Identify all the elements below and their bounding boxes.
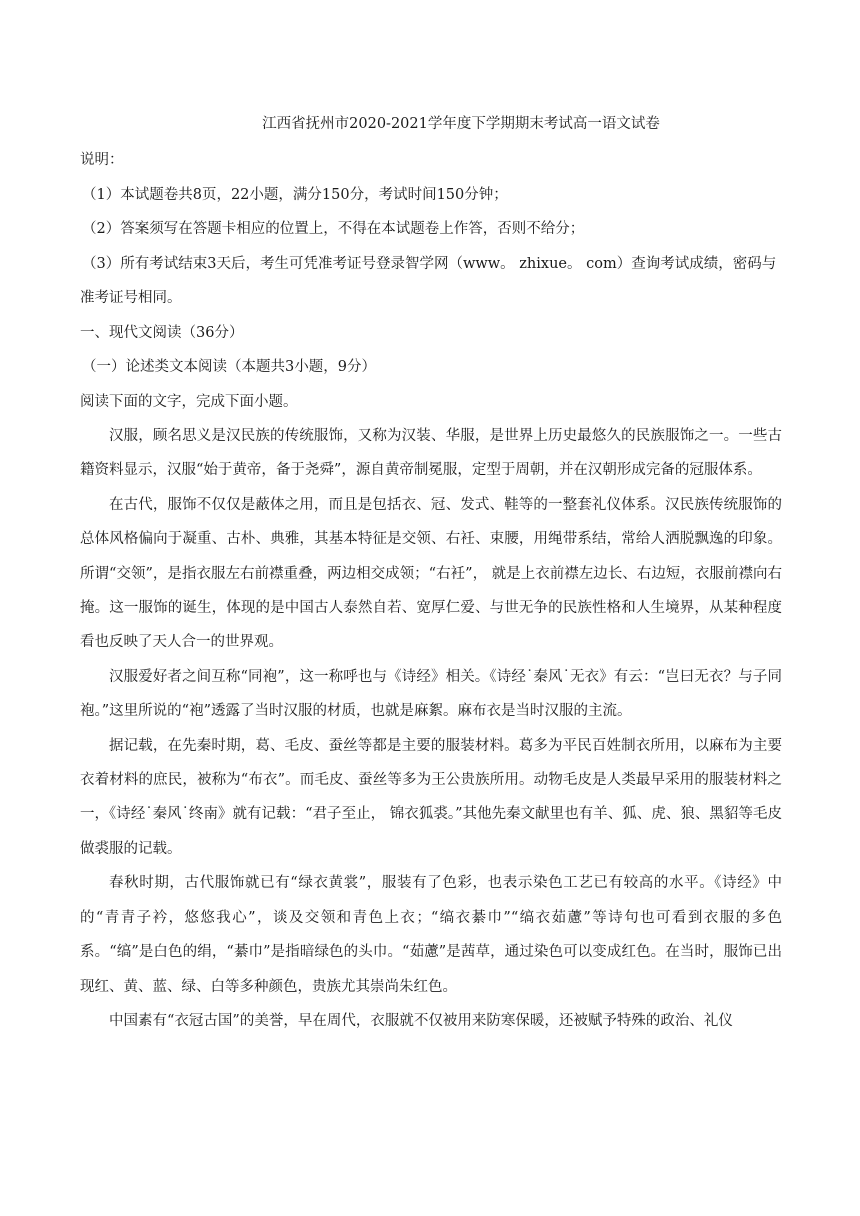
passage-paragraph: 汉服爱好者之间互称“同袍”，这一称呼也与《诗经》相关。《诗经˙秦风˙无衣》有云：“岂曰无衣？与子同袍。”这里所说的“袍”透露了当时汉服的材质，也就是麻絮。麻布衣是当时汉服的主流。: [80, 668, 782, 720]
passage-paragraph: 春秋时期，古代服饰就已有“绿衣黄裳”，服装有了色彩，也表示染色工艺已有较高的水平。《诗经》中的“青青子衿，悠悠我心”，谈及交领和青色上衣；“缟衣綦巾”“缟衣茹藘”等诗句也可看到衣服的多色系。“缟”是白色的绢，“綦巾”是指暗绿色的头巾。“茹藘”是茜草，通过染色可以变成红色。在当时，服饰已出现红、黄、蓝、绿、白等多种颜色，贵族尤其崇尚朱红色。: [80, 875, 782, 995]
subsection-heading: （一）论述类文本阅读（本题共3小题，9分）: [82, 359, 376, 375]
passage-paragraph: 汉服，顾名思义是汉民族的传统服饰，又称为汉装、华服，是世界上历史最悠久的民族服饰之一。一些古籍资料显示，汉服“始于黄帝，备于尧舜”，源自黄帝制冕服，定型于周朝，并在汉朝形成完备的冠服体系。: [80, 428, 782, 479]
instruction-item: （2）答案须写在答题卡相应的位置上，不得在本试题卷上作答，否则不给分；: [82, 221, 585, 237]
page-title: 江西省抚州市2020-2021学年度下学期期末考试高一语文试卷: [262, 116, 660, 132]
instructions-heading: 说明：: [80, 152, 124, 168]
instruction-item: （1）本试题卷共8页，22小题，满分150分，考试时间150分钟；: [82, 186, 508, 203]
instruction-item-continuation: 准考证号相同。: [80, 290, 182, 306]
instruction-item: （3）所有考试结束3天后，考生可凭准考证号登录智学网（www。 zhixue。 com）查询考试成绩，密码与: [82, 255, 777, 272]
passage-paragraph: 据记载，在先秦时期，葛、毛皮、蚕丝等都是主要的服装材料。葛多为平民百姓制衣所用，以麻布为主要衣着材料的庶民，被称为“布衣”。而毛皮、蚕丝等多为王公贵族所用。动物毛皮是人类最早采用的服装材料之一，《诗经˙秦风˙终南》就有记载：“君子至止， 锦衣狐裘。”其他先秦文献里也有羊、狐、虎、狼、黑貂等毛皮做裘服的记载。: [80, 737, 782, 857]
section-heading: 一、现代文阅读（36分）: [80, 324, 244, 341]
reading-direction: 阅读下面的文字，完成下面小题。: [80, 393, 298, 410]
passage-paragraph: 中国素有“衣冠古国”的美誉，早在周代，衣服就不仅被用来防寒保暖，还被赋予特殊的政治、礼仪: [109, 1012, 733, 1029]
passage-paragraph: 在古代，服饰不仅仅是蔽体之用，而且是包括衣、冠、发式、鞋等的一整套礼仪体系。汉民族传统服饰的总体风格偏向于凝重、古朴、典雅，其基本特征是交领、右衽、束腰，用绳带系结，常给人洒脱飘逸的印象。所谓“交领”，是指衣服左右前襟重叠，两边相交成领；“右衽”， 就是上衣前襟左边长、右边短，衣服前襟向右掩。这一服饰的诞生，体现的是中国古人泰然自若、宽厚仁爱、与世无争的民族性格和人生境界，从某种程度看也反映了天人合一的世界观。: [80, 496, 782, 651]
